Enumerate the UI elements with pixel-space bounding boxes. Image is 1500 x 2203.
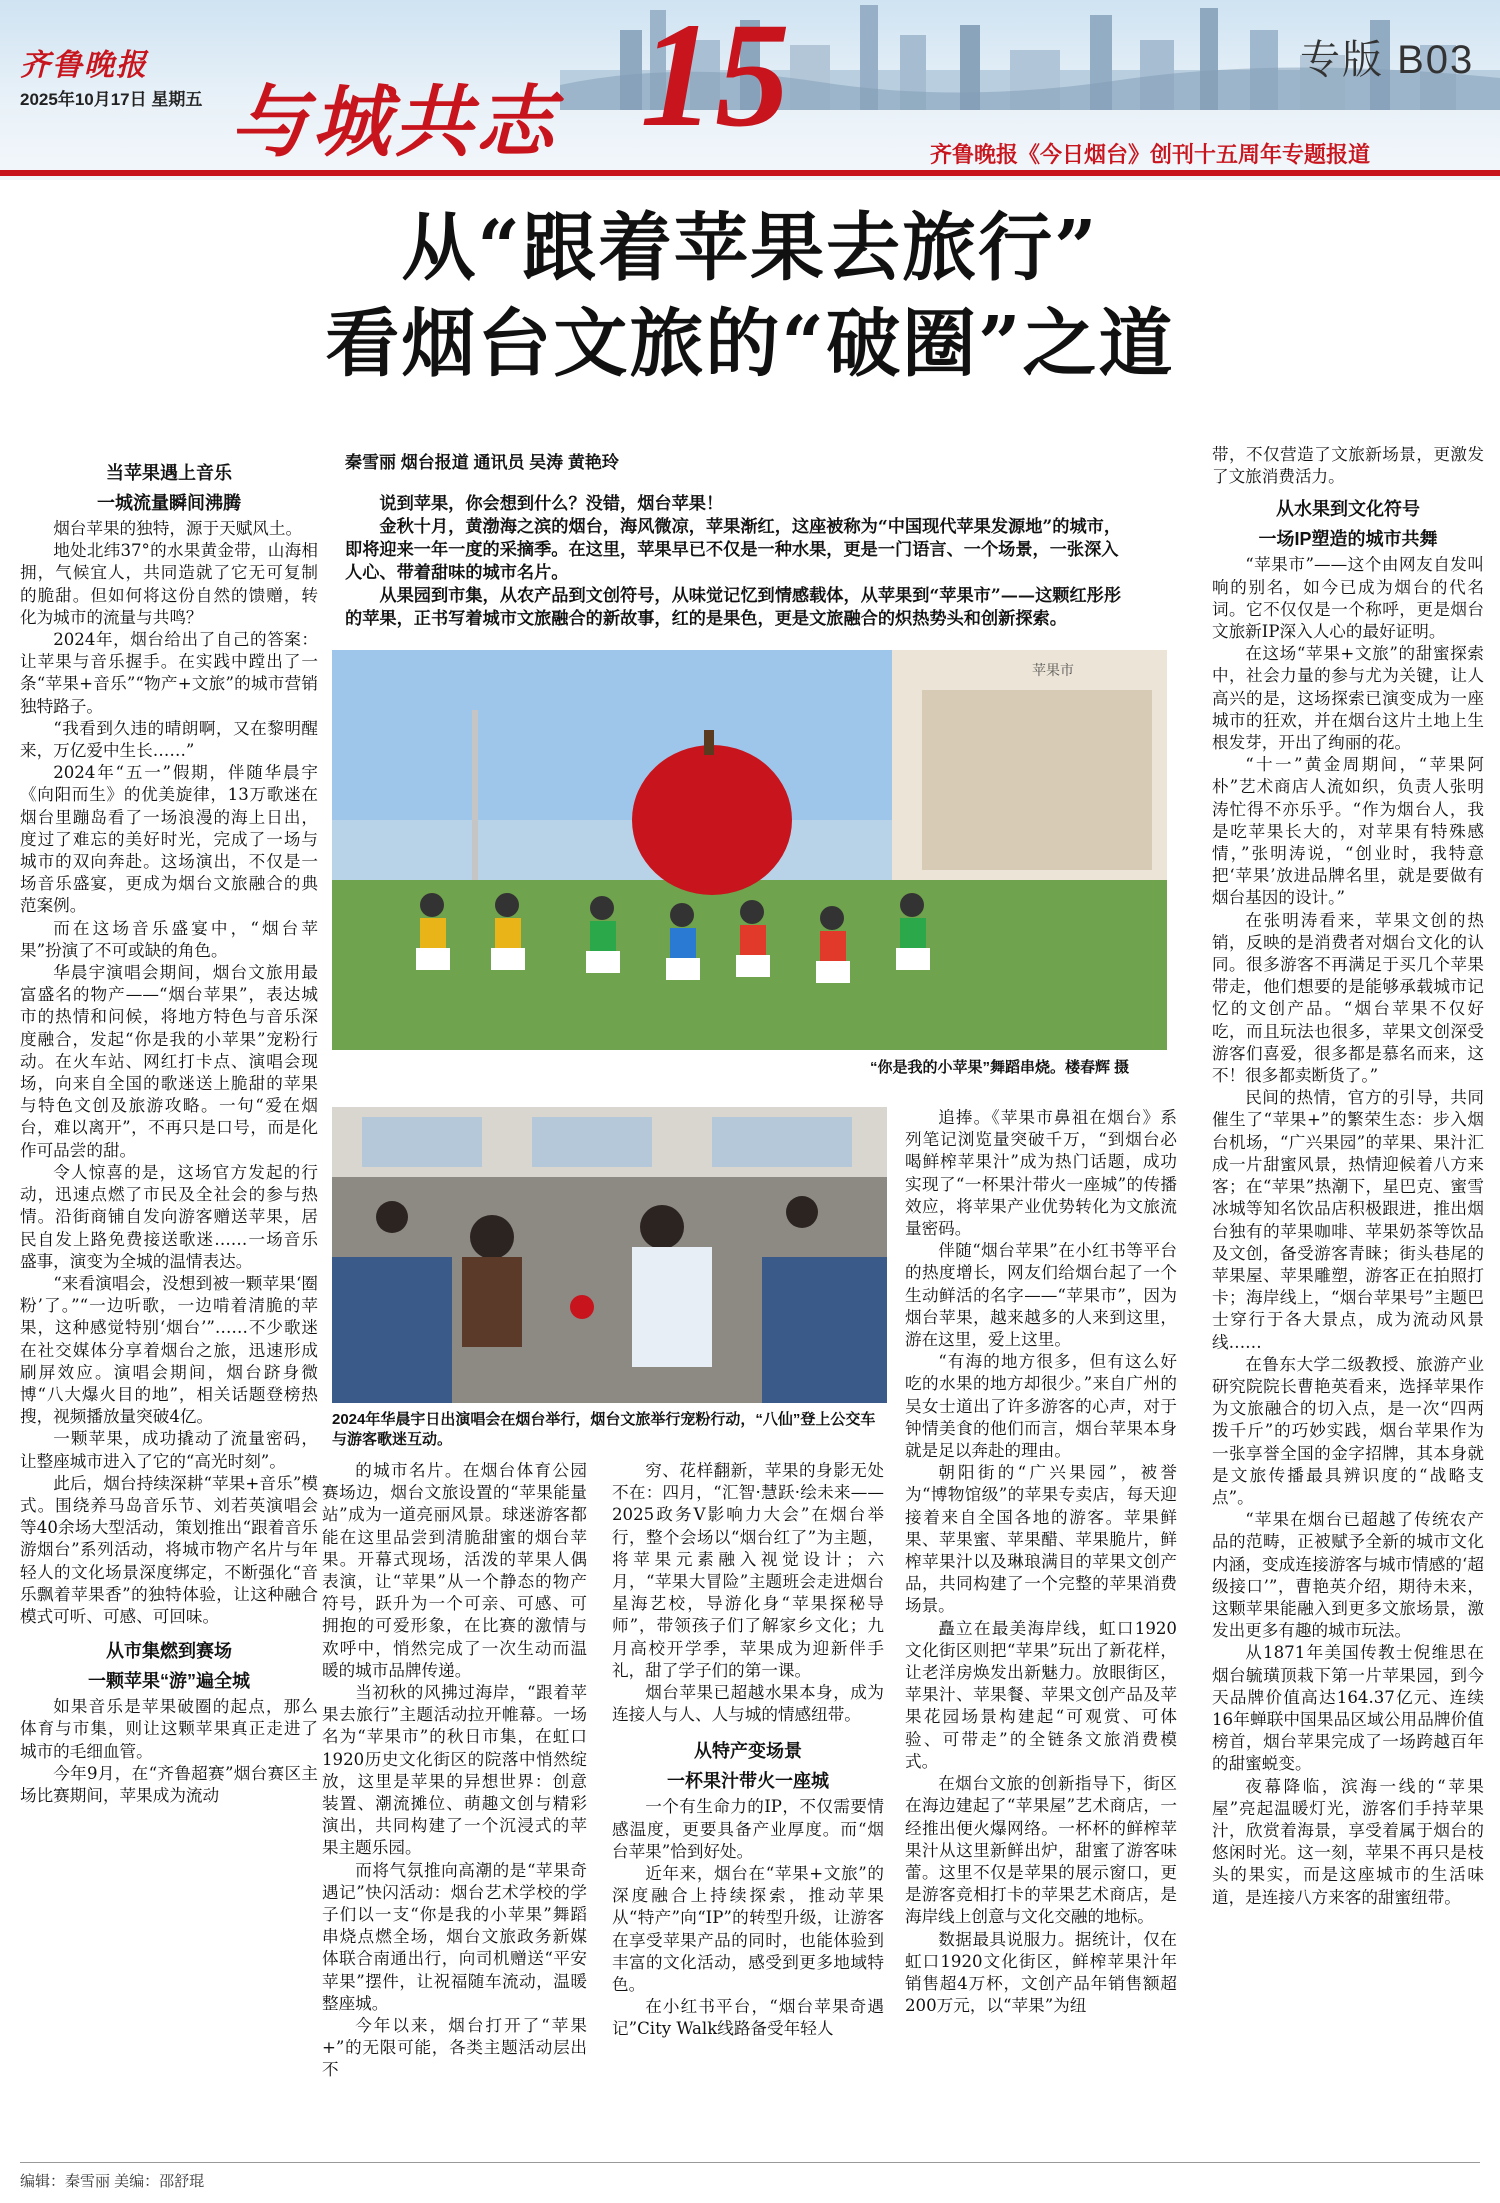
subhead-3b: 一杯果汁带火一座城 [667,1771,829,1792]
photo-1-caption: “你是我的小苹果”舞蹈串烧。楼春辉 摄 [870,1059,1130,1076]
publication-date: 2025年10月17日 星期五 [20,90,203,109]
article-paragraph: 如果音乐是苹果破圈的起点，那么体育与市集，则让这颗苹果真正走进了城市的毛细血管。 [20,1697,318,1761]
article-paragraph: 在鲁东大学二级教授、旅游产业研究院院长曹艳英看来，选择苹果作为文旅融合的切入点，是一次“四两拨千斤”的巧妙实践，烟台苹果作为一张享誉全国的金字招牌，其本身就是文旅传播最具辨识度的“战略支点”。 [1212,1354,1484,1507]
article-paragraph: 地处北纬37°的水果黄金带，山海相拥，气候宜人，共同造就了它无可复制的脆甜。但如何将这份自然的馈赠，转化为城市的流量与共鸣？ [20,541,318,627]
column-5 [1212,444,1484,2160]
article-paragraph: 从1871年美国传教士倪维思在烟台毓璜顶栽下第一片苹果园，到今天品牌价值高达164.37亿元、连续16年蝉联中国果品区域公用品牌价值榜首，烟台苹果完成了一场跨越百年的甜蜜蜕变。 [1212,1643,1484,1774]
article-paragraph: 民间的热情，官方的引导，共同催生了“苹果+”的繁荣生态：步入烟台机场，“广兴果园”的苹果、果汁汇成一片甜蜜风景，热情迎候着八方来客；在“苹果”热潮下，星巴克、蜜雪冰城等知名饮品店积极跟进，推出烟台独有的苹果咖啡、苹果奶茶等饮品及文创，备受游客青睐；街头巷尾的苹果屋、苹果雕塑，游客正在拍照打卡；海岸线上，“烟台苹果号”主题巴士穿行于各大景点，成为流动风景线…… [1212,1088,1484,1352]
article-paragraph: 在张明涛看来，苹果文创的热销，反映的是消费者对烟台文化的认同。很多游客不再满足于买几个苹果带走，他们想要的是能够承载城市记忆的文创产品。“烟台苹果不仅好吃，而且玩法也很多，苹果文创深受游客们喜爱，很多都是慕名而来，这不！很多都卖断货了。” [1212,910,1484,1086]
article-paragraph: 而在这场音乐盛宴中，“烟台苹果”扮演了不可或缺的角色。 [20,918,318,960]
article-paragraph: 近年来，烟台在“苹果+文旅”的深度融合上持续探索，推动苹果从“特产”向“IP”的转型升级，让游客在享受苹果产品的同时，也能体验到丰富的文化活动，感受到更多地域特色。 [612,1864,884,1995]
column-1 [20,458,318,2163]
article-paragraph: 数据最具说服力。据统计，仅在虹口1920文化街区，鲜榨苹果汁年销售超4万杯，文创产品年销售额超200万元，以“苹果”为纽 [905,1929,1177,2016]
article-paragraph: 当初秋的风拂过海岸，“跟着苹果去旅行”主题活动拉开帷幕。一场名为“苹果市”的秋日市集，在虹口1920历史文化街区的院落中悄然绽放，这里是苹果的异想世界：创意装置、潮流摊位、萌趣文创与精彩演出，共同构建了一个沉浸式的苹果主题乐园。 [322,1683,587,1858]
dance-photo [332,650,1167,1050]
article-paragraph: 2024年“五一”假期，伴随华晨宇《向阳而生》的优美旋律，13万歌迷在烟台里蹦岛看了一场浪漫的海上日出，度过了难忘的美好时光，完成了一场与城市的双向奔赴。这场演出，不仅是一场音乐盛宴，更成为烟台文旅融合的典范案例。 [20,763,318,916]
anniversary-mark: 15 [640,0,790,158]
header-rule [0,170,1500,176]
special-report-tagline: 齐鲁晚报《今日烟台》创刊十五周年专题报道 [930,142,1371,167]
article-paragraph: 今年9月，在“齐鲁超赛”烟台赛区主场比赛期间，苹果成为流动 [20,1763,318,1805]
headline [0,200,1500,392]
article-paragraph: 伴随“烟台苹果”在小红书等平台的热度增长，网友们给烟台起了一个生动鲜活的名字——“苹果市”，因为烟台苹果，越来越多的人来到这里，游在这里，爱上这里。 [905,1241,1177,1350]
article-paragraph: “苹果在烟台已超越了传统农产品的范畴，正被赋予全新的城市文化内涵，变成连接游客与城市情感的‘超级接口’”，曹艳英介绍，期待未来，这颗苹果能融入到更多文旅场景，激发出更多有趣的城市玩法。 [1212,1510,1484,1641]
lead-paragraph: 说到苹果，你会想到什么？没错，烟台苹果！ [379,494,724,514]
article-paragraph: 在小红书平台，“烟台苹果奇遇记”City Walk线路备受年轻人 [612,1997,884,2039]
article-paragraph: 烟台苹果的独特，源于天赋风土。 [53,519,303,538]
article-paragraph: 朝阳街的“广兴果园”，被誉为“博物馆级”的苹果专卖店，每天迎接着来自全国各地的游客。苹果鲜果、苹果蜜、苹果醋、苹果脆片，鲜榨苹果汁以及琳琅满目的苹果文创产品，共同构建了一个完整的苹果消费场景。 [905,1463,1177,1616]
subhead-2: 从市集燃到赛场 [106,1641,232,1662]
column-title: 与城共志 [230,77,559,168]
article-paragraph: 2024年，烟台给出了自己的答案：让苹果与音乐握手。在实践中蹚出了一条“苹果+音乐”“物产+文旅”的城市营销独特路子。 [20,630,318,716]
article-paragraph: 此后，烟台持续深耕“苹果+音乐”模式。围绕养马岛音乐节、刘若英演唱会等40余场大型活动，策划推出“跟着音乐游烟台”系列活动，将城市物产名片与年轻人的文化场景深度绑定，不断强化“音乐飘着苹果香”的独特体验，让这种融合模式可听、可感、可回味。 [20,1473,318,1626]
article-paragraph: 而将气氛推向高潮的是“苹果奇遇记”快闪活动：烟台艺术学校的学子们以一支“你是我的小苹果”舞蹈串烧点燃全场，烟台文旅政务新媒体联合南通出行，向司机赠送“平安苹果”摆件，让祝福随车流动，温暖整座城。 [322,1860,587,2013]
photo-sign-text: 苹果市 [1032,663,1074,679]
headline-line-1: 从“跟着苹果去旅行” [401,205,1099,291]
photo-2-caption: 2024年华晨宇日出演唱会在烟台举行，烟台文旅举行宠粉行动，“八仙”登上公交车与游客歌迷互动。 [332,1411,876,1448]
article-paragraph: 一颗苹果，成功撬动了流量密码，让整座城市进入了它的“高光时刻”。 [20,1429,318,1471]
article-paragraph: 穷、花样翻新，苹果的身影无处不在：四月，“汇智·慧跃·绘未来——2025政务V影响力大会”在烟台举行，整个会场以“烟台红了”为主题，将苹果元素融入视觉设计；六月，“苹果大冒险”主题班会走进烟台星海艺校，导游化身“苹果探秘导师”，带领孩子们了解家乡文化；九月高校开学季，苹果成为迎新伴手礼，甜了学子们的第一课。 [612,1461,884,1680]
article-paragraph: “有海的地方很多，但有这么好吃的水果的地方却很少。”来自广州的吴女士道出了许多游客的心声，对于钟情美食的他们而言，烟台苹果本身就是足以奔赴的理由。 [905,1352,1177,1461]
article-paragraph: “来看演唱会，没想到被一颗苹果‘圈粉’了。”“一边听歌，一边啃着清脆的苹果，这种感觉特别‘烟台’”……不少歌迷在社交媒体分享着烟台之旅，迅速形成刷屏效应。演唱会期间，烟台跻身微博“八大爆火目的地”，相关话题登榜热搜，视频播放量突破4亿。 [20,1273,318,1427]
article-paragraph: 追捧。《苹果市鼻祖在烟台》系列笔记浏览量突破千万，“到烟台必喝鲜榨苹果汁”成为热门话题，成功实现了“一杯果汁带火一座城”的传播效应，将苹果产业优势转化为文旅流量密码。 [905,1108,1177,1239]
article-paragraph: 一个有生命力的IP，不仅需要情感温度，更要具备产业厚度。而“烟台苹果”恰到好处。 [612,1797,884,1861]
article-paragraph: “我看到久违的晴朗啊，又在黎明醒来，万亿爱中生长……” [20,718,318,761]
article-paragraph: “苹果市”——这个由网友自发叫响的别名，如今已成为烟台的代名词。它不仅仅是一个称呼，更是烟台文旅新IP深入人心的最好证明。 [1212,555,1484,642]
article-paragraph: 在烟台文旅的创新指导下，街区在海边建起了“苹果屋”艺术商店，一经推出便火爆网络。一杯杯的鲜榨苹果汁从这里新鲜出炉，甜蜜了游客味蕾。这里不仅是苹果的展示窗口，更是游客竞相打卡的苹果艺术商店，是海岸线上创意与文化交融的地标。 [905,1774,1177,1927]
section-label: 专版 B03 [1300,38,1475,82]
subhead-4b: 一场IP塑造的城市共舞 [1258,529,1438,550]
column-3 [612,1460,884,2160]
article-paragraph: 矗立在最美海岸线，虹口1920文化街区则把“苹果”玩出了新花样，让老洋房焕发出新魅力。放眼街区，苹果汁、苹果餐、苹果文创产品及苹果花园场景构建起“可观赏、可体验、可带走”的全链条文旅消费模式。 [905,1618,1177,1771]
article-paragraph: 的城市名片。在烟台体育公园赛场边，烟台文旅设置的“苹果能量站”成为一道亮丽风景。球迷游客都能在这里品尝到清脆甜蜜的烟台苹果。开幕式现场，活泼的苹果人偶表演，让“苹果”从一个静态的物产符号，跃升为一个可亲、可感、可拥抱的可爱形象，在比赛的激情与欢呼中，悄然完成了一次生动而温暖的城市品牌传递。 [322,1461,587,1680]
subhead-1b: 一城流量瞬间沸腾 [97,493,241,513]
article-paragraph: 今年以来，烟台打开了“苹果+”的无限可能，各类主题活动层出不 [322,2016,587,2080]
subhead-4: 从水果到文化符号 [1276,499,1420,520]
headline-line-2: 看烟台文旅的“破圈”之道 [325,301,1175,387]
lead-paragraph: 从果园到市集，从农产品到文创符号，从味觉记忆到情感载体，从苹果到“苹果市”——这颗红彤彤的苹果，正书写着城市文旅融合的新故事，红的是果色，更是文旅融合的炽热势头和创新探索。 [345,586,1122,629]
article-paragraph: 华晨宇演唱会期间，烟台文旅用最富盛名的物产——“烟台苹果”，表达城市的热情和问候，将地方特色与音乐深度融合，发起“你是我的小苹果”宠粉行动。在火车站、网红打卡点、演唱会现场，向来自全国的歌迷送上脆甜的苹果与特色文创及旅游攻略。一句“爱在烟台，难以离开”，不再只是口号，而是化作可品尝的甜。 [20,963,318,1160]
subhead-3: 从特产变场景 [694,1741,802,1762]
byline: 秦雪丽 烟台报道 通讯员 吴涛 黄艳玲 [345,453,619,472]
article-paragraph: 烟台苹果已超越水果本身，成为连接人与人、人与城的情感纽带。 [612,1683,884,1725]
subhead-2b: 一颗苹果“游”遍全城 [88,1671,250,1692]
column-4 [905,1107,1177,2160]
article-paragraph: 令人惊喜的是，这场官方发起的行动，迅速点燃了市民及全社会的参与热情。沿街商铺自发向游客赠送苹果，居民自发上路免费接送歌迷……一场音乐盛事，演变为全城的温情表达。 [20,1162,318,1271]
lead-paragraphs [345,493,1135,631]
article-paragraph: 在这场“苹果+文旅”的甜蜜探索中，社会力量的参与尤为关键，让人高兴的是，这场探索已演变成为一座城市的狂欢，并在烟台这片土地上生根发芽，开出了绚丽的花。 [1212,644,1484,753]
article-paragraph: “十一”黄金周期间，“苹果阿朴”艺术商店人流如织，负责人张明涛忙得不亦乐乎。“作为烟台人，我是吃苹果长大的，对苹果有特殊感情，”张明涛说，“创业时，我特意把‘苹果’放进品牌名里，就是要做有烟台基因的设计。” [1212,755,1484,908]
bus-photo-image [332,1107,887,1403]
footer-rule [20,2162,1480,2163]
article-paragraph: 夜幕降临，滨海一线的“苹果屋”亮起温暖灯光，游客们手持苹果汁，欣赏着海景，享受着属于烟台的悠闲时光。这一刻，苹果不再只是枝头的果实，而是这座城市的生活味道，是连接八方来客的甜蜜纽带。 [1212,1776,1484,1907]
column-2 [322,1460,587,2160]
article-paragraph: 带，不仅营造了文旅新场景，更激发了文旅消费活力。 [1212,445,1484,487]
newspaper-name: 齐鲁晚报 [20,48,148,83]
editor-credits: 编辑：秦雪丽 美编：邵舒琨 [20,2173,205,2190]
header-banner [0,0,1500,180]
dance-photo-image [332,650,1167,1050]
lead-paragraph: 金秋十月，黄渤海之滨的烟台，海风微凉，苹果渐红，这座被称为“中国现代苹果发源地”的城市，即将迎来一年一度的采摘季。在这里，苹果早已不仅是一种水果，更是一门语言、一个场景，一张深入人心、带着甜味的城市名片。 [345,517,1122,583]
subhead-1: 当苹果遇上音乐 [106,463,232,483]
bus-photo [332,1107,887,1403]
